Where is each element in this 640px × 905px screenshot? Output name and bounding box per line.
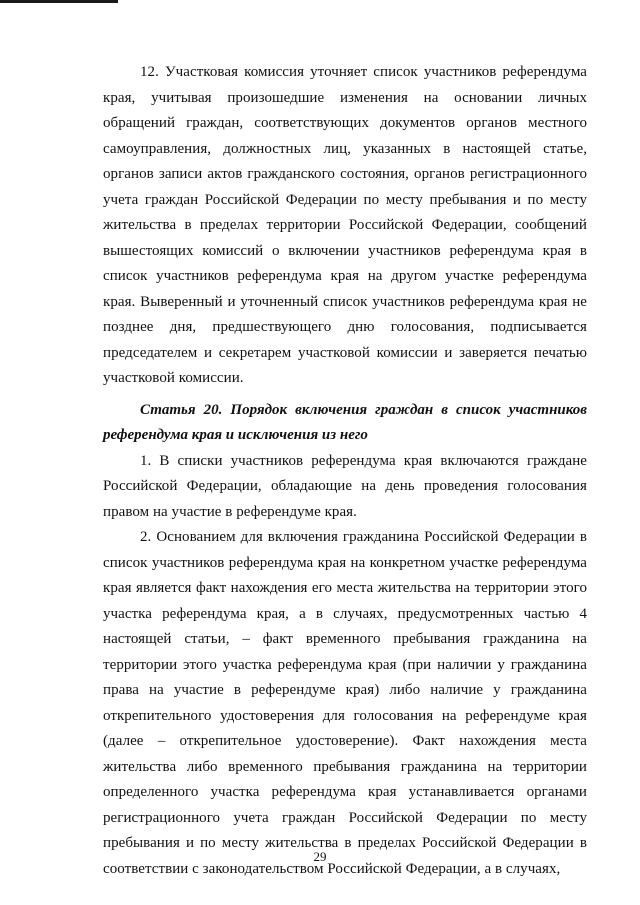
document-body [103,60,587,882]
page-number: 29 [313,849,327,864]
paragraph-2: 2. Основанием для включения гражданина Российской Федерации в список участников референдума края на конкретном участке референдума края является факт нахождения его места жительства на территории этого участка референдума края, а в случаях, предусмотренных частью 4 настоящей статьи, – факт временного пребывания гражданина на территории этого участка референдума края (при наличии у гражданина права на участие в референдуме края) либо наличие у гражданина открепительного удостоверения для голосования на референдуме края (далее – открепительное удостоверение). Факт нахождения места жительства либо временного пребывания гражданина на территории определенного участка референдума края устанавливается органами регистрационного учета граждан Российской Федерации по месту пребывания и по месту жительства в пределах Российской Федерации в соответствии с законодательством Российской Федерации, а в случаях, [103,529,587,877]
paragraph-1: 1. В списки участников референдума края включаются граждане Российской Федерации, обладающие на день проведения голосования правом на участие в референдуме края. [103,452,587,520]
scan-edge-mark [0,0,118,3]
article-20-heading: Статья 20. Порядок включения граждан в список участников референдума края и исключения из него [103,401,587,443]
paragraph-12: 12. Участковая комиссия уточняет список участников референдума края, учитывая произошедшие изменения на основании личных обращений граждан, соответствующих документов органов местного самоуправления, должностных лиц, указанных в настоящей статье, органов записи актов гражданского состояния, органов регистрационного учета граждан Российской Федерации по месту пребывания и по месту жительства в пределах территории Российской Федерации, сообщений вышестоящих комиссий о включении участников референдума края в список участников референдума края на другом участке референдума края. Выверенный и уточненный список участников референдума края не позднее дня, предшествующего дню голосования, подписывается председателем и секретарем участковой комиссии и заверяется печатью участковой комиссии. [103,64,587,386]
